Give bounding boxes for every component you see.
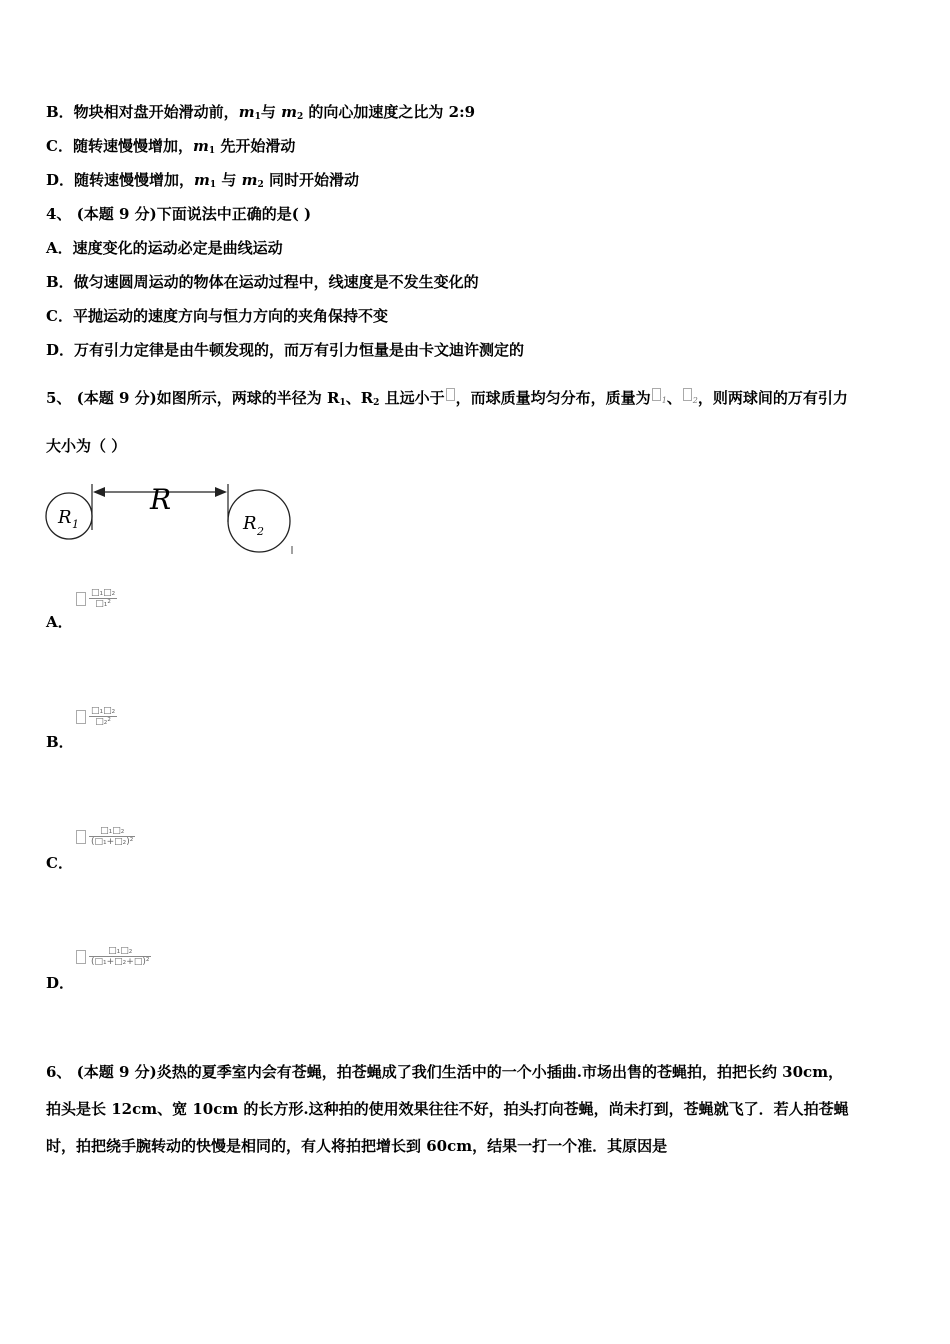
q5-formula-c: $\frac{\text{□₁□₂}}{\text{(□₁+□₂)²}}$ xyxy=(76,826,135,847)
q4-option-c: C．平抛运动的速度方向与恒力方向的夹角保持不变 xyxy=(46,307,388,325)
q5-option-b: B． xyxy=(46,733,74,751)
q6-stem-line2: 拍头是长 12cm、宽 10cm 的长方形.这种拍的使用效果往往不好，拍头打向苍蝇，尚未打到，苍蝇就飞了．若人拍苍蝇 xyxy=(46,1100,849,1118)
sphere-2-label: R xyxy=(243,513,257,534)
q5-formula-d: $\frac{\text{□₁□₂}}{\text{(□₁+□₂+□)²}}$ xyxy=(76,946,151,967)
q5-option-d: D． xyxy=(46,974,75,992)
sphere-1-label: R xyxy=(58,507,72,528)
q5-option-a: A． xyxy=(46,613,73,631)
arrow-left-head xyxy=(93,487,105,497)
missing-symbol-icon xyxy=(652,388,661,401)
q5-formula-a: $\frac{\text{□₁□₂}}{\text{□₁²}}$ xyxy=(76,588,117,609)
q3-option-c: C．随转速慢慢增加，$m_1$ 先开始滑动 xyxy=(46,137,296,156)
q4-option-a: A．速度变化的运动必定是曲线运动 xyxy=(46,239,283,257)
q5-option-c: C． xyxy=(46,854,73,872)
q6-stem-line1: 6、 (本题 9 分)炎热的夏季室内会有苍蝇，拍苍蝇成了我们生活中的一个小插曲.市场出售的苍蝇拍，拍把长约 30cm， xyxy=(46,1063,844,1081)
q4-option-d: D．万有引力定律是由牛顿发现的，而万有引力恒量是由卡文迪许测定的 xyxy=(46,341,525,359)
q6-stem-line3: 时，拍把绕手腕转动的快慢是相同的，有人将拍把增长到 60cm，结果一打一个准．其原因是 xyxy=(46,1137,668,1155)
q3-option-d: D．随转速慢慢增加，$m_1$ 与 $m_2$ 同时开始滑动 xyxy=(46,171,359,190)
q5-formula-b: $\frac{\text{□₁□₂}}{\text{□₂²}}$ xyxy=(76,706,117,727)
sphere-1-sub: 1 xyxy=(72,518,79,531)
two-spheres-figure xyxy=(40,478,300,558)
missing-symbol-icon xyxy=(446,388,455,401)
distance-label: R xyxy=(150,483,172,516)
q4-option-b: B．做匀速圆周运动的物体在运动过程中，线速度是不发生变化的 xyxy=(46,273,479,291)
missing-symbol-icon xyxy=(683,388,692,401)
sphere-2-sub: 2 xyxy=(257,525,264,538)
q3-option-b: B．物块相对盘开始滑动前，$m_1$与 $m_2$ 的向心加速度之比为 2:9 xyxy=(46,103,476,122)
arrow-right-head xyxy=(215,487,227,497)
q4-stem: 4、 (本题 9 分)下面说法中正确的是( ) xyxy=(46,205,312,223)
sphere-2 xyxy=(228,490,290,552)
q5-stem-line2: 大小为（ ） xyxy=(46,437,127,455)
q5-stem: 5、 (本题 9 分)如图所示，两球的半径为 $R_1$、$R_2$ 且远小于 ，而球质量均匀分布，质量为 1、 2，则两球间的万有引力 xyxy=(46,389,848,408)
